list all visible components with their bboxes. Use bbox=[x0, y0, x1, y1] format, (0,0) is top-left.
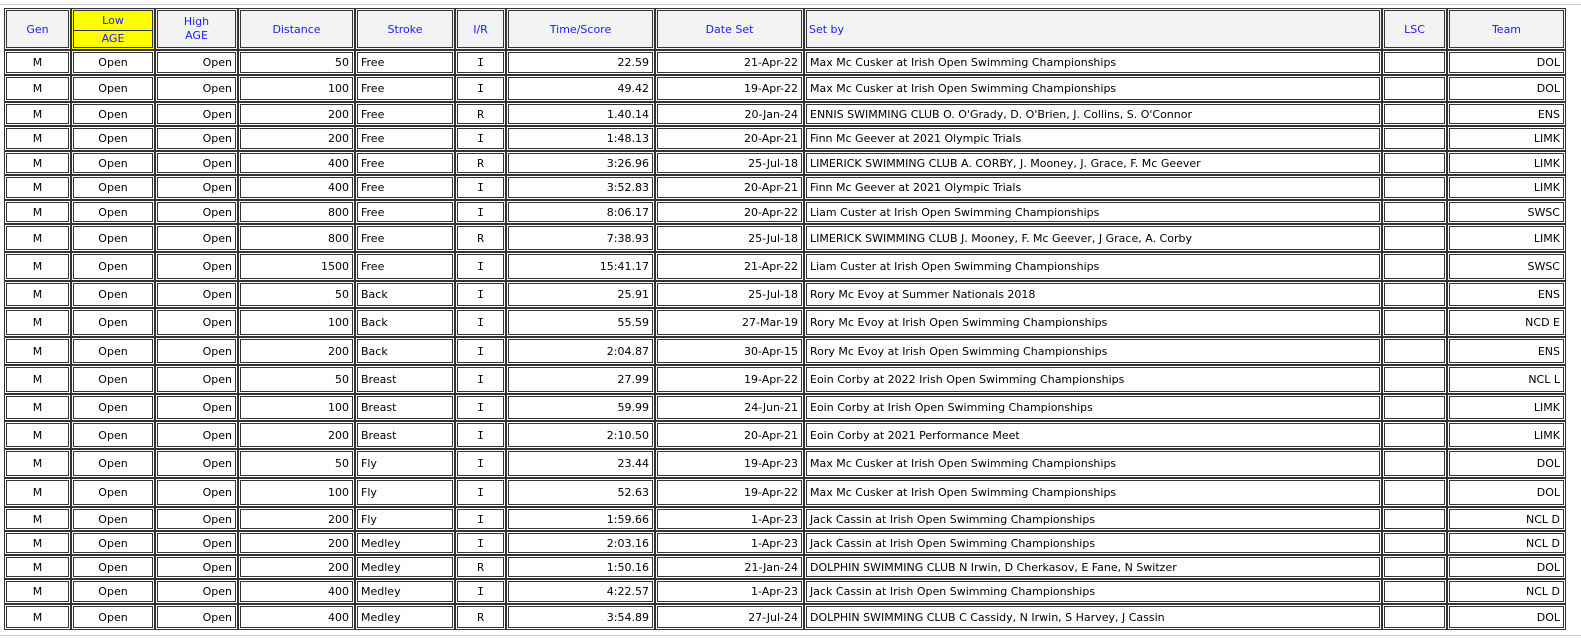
setby-cell: Finn Mc Geever at 2021 Olympic Trials bbox=[804, 175, 1382, 200]
time-cell: 1:50.16 bbox=[506, 555, 655, 579]
distance-cell: 400 bbox=[238, 151, 355, 175]
lsc-cell bbox=[1382, 75, 1447, 102]
setby-cell: Eoin Corby at 2021 Performance Meet bbox=[804, 421, 1382, 449]
stroke-cell: Medley bbox=[355, 531, 455, 555]
gen-cell: M bbox=[4, 224, 71, 252]
records-body bbox=[4, 50, 1566, 630]
date-cell: 1-Apr-23 bbox=[655, 507, 804, 531]
time-cell: 1:48.13 bbox=[506, 126, 655, 151]
distance-cell: 800 bbox=[238, 200, 355, 224]
date-cell: 19-Apr-22 bbox=[655, 365, 804, 394]
header-lsc: LSC bbox=[1382, 8, 1447, 50]
distance-cell: 400 bbox=[238, 175, 355, 200]
time-cell: 23.44 bbox=[506, 449, 655, 478]
table-row bbox=[4, 337, 1566, 365]
high-age-cell: Open bbox=[155, 604, 238, 630]
date-cell: 1-Apr-23 bbox=[655, 531, 804, 555]
time-cell: 2:10.50 bbox=[506, 421, 655, 449]
ir-cell: I bbox=[455, 478, 506, 507]
gen-cell: M bbox=[4, 421, 71, 449]
gen-cell: M bbox=[4, 200, 71, 224]
table-row bbox=[4, 200, 1566, 224]
setby-cell: Rory Mc Evoy at Irish Open Swimming Championships bbox=[804, 308, 1382, 337]
setby-cell: Max Mc Cusker at Irish Open Swimming Championships bbox=[804, 50, 1382, 75]
header-row bbox=[4, 8, 1566, 50]
team-cell: NCL D bbox=[1447, 507, 1566, 531]
high-age-cell: Open bbox=[155, 252, 238, 281]
team-cell: NCD E bbox=[1447, 308, 1566, 337]
setby-cell: Finn Mc Geever at 2021 Olympic Trials bbox=[804, 126, 1382, 151]
gen-cell: M bbox=[4, 75, 71, 102]
time-cell: 3:54.89 bbox=[506, 604, 655, 630]
gen-cell: M bbox=[4, 151, 71, 175]
setby-cell: Liam Custer at Irish Open Swimming Championships bbox=[804, 252, 1382, 281]
distance-cell: 400 bbox=[238, 579, 355, 604]
distance-cell: 200 bbox=[238, 337, 355, 365]
setby-cell: ENNIS SWIMMING CLUB O. O'Grady, D. O'Brien, J. Collins, S. O'Connor bbox=[804, 102, 1382, 126]
distance-cell: 50 bbox=[238, 449, 355, 478]
gen-cell: M bbox=[4, 126, 71, 151]
ir-cell: R bbox=[455, 151, 506, 175]
header-date: Date Set bbox=[655, 8, 804, 50]
distance-cell: 100 bbox=[238, 394, 355, 421]
lsc-cell bbox=[1382, 50, 1447, 75]
high-age-cell: Open bbox=[155, 507, 238, 531]
team-cell: NCL D bbox=[1447, 579, 1566, 604]
lsc-cell bbox=[1382, 252, 1447, 281]
high-age-cell: Open bbox=[155, 337, 238, 365]
date-cell: 1-Apr-23 bbox=[655, 579, 804, 604]
high-age-cell: Open bbox=[155, 421, 238, 449]
setby-cell: Max Mc Cusker at Irish Open Swimming Championships bbox=[804, 449, 1382, 478]
time-cell: 1:59.66 bbox=[506, 507, 655, 531]
lsc-cell bbox=[1382, 102, 1447, 126]
lsc-cell bbox=[1382, 365, 1447, 394]
date-cell: 21-Jan-24 bbox=[655, 555, 804, 579]
distance-cell: 1500 bbox=[238, 252, 355, 281]
time-cell: 25.91 bbox=[506, 281, 655, 308]
header-ir: I/R bbox=[455, 8, 506, 50]
header-team: Team bbox=[1447, 8, 1566, 50]
gen-cell: M bbox=[4, 555, 71, 579]
low-age-cell: Open bbox=[71, 281, 155, 308]
time-cell: 3:26.96 bbox=[506, 151, 655, 175]
stroke-cell: Free bbox=[355, 252, 455, 281]
low-age-cell: Open bbox=[71, 175, 155, 200]
table-row bbox=[4, 281, 1566, 308]
low-age-cell: Open bbox=[71, 75, 155, 102]
ir-cell: I bbox=[455, 579, 506, 604]
setby-cell: DOLPHIN SWIMMING CLUB C Cassidy, N Irwin, S Harvey, J Cassin bbox=[804, 604, 1382, 630]
date-cell: 20-Apr-22 bbox=[655, 200, 804, 224]
distance-cell: 200 bbox=[238, 102, 355, 126]
team-cell: ENS bbox=[1447, 337, 1566, 365]
ir-cell: I bbox=[455, 200, 506, 224]
date-cell: 25-Jul-18 bbox=[655, 281, 804, 308]
gen-cell: M bbox=[4, 604, 71, 630]
date-cell: 19-Apr-22 bbox=[655, 75, 804, 102]
low-age-cell: Open bbox=[71, 507, 155, 531]
time-cell: 7:38.93 bbox=[506, 224, 655, 252]
stroke-cell: Free bbox=[355, 224, 455, 252]
distance-cell: 800 bbox=[238, 224, 355, 252]
time-cell: 3:52.83 bbox=[506, 175, 655, 200]
low-age-cell: Open bbox=[71, 50, 155, 75]
gen-cell: M bbox=[4, 449, 71, 478]
header-high-age-label: AGE bbox=[185, 29, 208, 42]
ir-cell: I bbox=[455, 531, 506, 555]
gen-cell: M bbox=[4, 175, 71, 200]
low-age-cell: Open bbox=[71, 579, 155, 604]
setby-cell: Rory Mc Evoy at Summer Nationals 2018 bbox=[804, 281, 1382, 308]
setby-cell: Eoin Corby at 2022 Irish Open Swimming Championships bbox=[804, 365, 1382, 394]
team-cell: LIMK bbox=[1447, 151, 1566, 175]
records-table bbox=[4, 8, 1566, 630]
table-row bbox=[4, 151, 1566, 175]
table-row bbox=[4, 507, 1566, 531]
team-cell: DOL bbox=[1447, 449, 1566, 478]
gen-cell: M bbox=[4, 281, 71, 308]
high-age-cell: Open bbox=[155, 531, 238, 555]
distance-cell: 200 bbox=[238, 126, 355, 151]
high-age-cell: Open bbox=[155, 224, 238, 252]
ir-cell: I bbox=[455, 308, 506, 337]
ir-cell: R bbox=[455, 102, 506, 126]
setby-cell: Jack Cassin at Irish Open Swimming Championships bbox=[804, 507, 1382, 531]
stroke-cell: Free bbox=[355, 126, 455, 151]
table-row bbox=[4, 365, 1566, 394]
low-age-cell: Open bbox=[71, 365, 155, 394]
high-age-cell: Open bbox=[155, 281, 238, 308]
lsc-cell bbox=[1382, 449, 1447, 478]
time-cell: 2:04.87 bbox=[506, 337, 655, 365]
ir-cell: I bbox=[455, 75, 506, 102]
date-cell: 30-Apr-15 bbox=[655, 337, 804, 365]
ir-cell: R bbox=[455, 555, 506, 579]
header-setby: Set by bbox=[804, 8, 1382, 50]
table-row bbox=[4, 224, 1566, 252]
high-age-cell: Open bbox=[155, 200, 238, 224]
time-cell: 55.59 bbox=[506, 308, 655, 337]
high-age-cell: Open bbox=[155, 478, 238, 507]
gen-cell: M bbox=[4, 365, 71, 394]
date-cell: 25-Jul-18 bbox=[655, 224, 804, 252]
header-high-label: High bbox=[183, 15, 210, 28]
gen-cell: M bbox=[4, 394, 71, 421]
distance-cell: 50 bbox=[238, 281, 355, 308]
distance-cell: 100 bbox=[238, 308, 355, 337]
low-age-cell: Open bbox=[71, 604, 155, 630]
low-age-cell: Open bbox=[71, 449, 155, 478]
table-row bbox=[4, 75, 1566, 102]
time-cell: 27.99 bbox=[506, 365, 655, 394]
distance-cell: 200 bbox=[238, 555, 355, 579]
high-age-cell: Open bbox=[155, 555, 238, 579]
table-row bbox=[4, 421, 1566, 449]
high-age-cell: Open bbox=[155, 394, 238, 421]
setby-cell: Rory Mc Evoy at Irish Open Swimming Championships bbox=[804, 337, 1382, 365]
lsc-cell bbox=[1382, 478, 1447, 507]
ir-cell: I bbox=[455, 507, 506, 531]
low-age-cell: Open bbox=[71, 555, 155, 579]
time-cell: 49.42 bbox=[506, 75, 655, 102]
low-age-cell: Open bbox=[71, 126, 155, 151]
header-low-age-label: AGE bbox=[101, 32, 125, 45]
time-cell: 2:03.16 bbox=[506, 531, 655, 555]
ir-cell: I bbox=[455, 449, 506, 478]
date-cell: 27-Jul-24 bbox=[655, 604, 804, 630]
date-cell: 25-Jul-18 bbox=[655, 151, 804, 175]
date-cell: 20-Apr-21 bbox=[655, 175, 804, 200]
high-age-cell: Open bbox=[155, 579, 238, 604]
table-row bbox=[4, 579, 1566, 604]
stroke-cell: Medley bbox=[355, 579, 455, 604]
time-cell: 22.59 bbox=[506, 50, 655, 75]
stroke-cell: Medley bbox=[355, 604, 455, 630]
ir-cell: I bbox=[455, 252, 506, 281]
stroke-cell: Medley bbox=[355, 555, 455, 579]
team-cell: LIMK bbox=[1447, 394, 1566, 421]
distance-cell: 50 bbox=[238, 50, 355, 75]
team-cell: LIMK bbox=[1447, 421, 1566, 449]
stroke-cell: Fly bbox=[355, 449, 455, 478]
table-row bbox=[4, 478, 1566, 507]
stroke-cell: Free bbox=[355, 75, 455, 102]
time-cell: 1.40.14 bbox=[506, 102, 655, 126]
high-age-cell: Open bbox=[155, 50, 238, 75]
date-cell: 27-Mar-19 bbox=[655, 308, 804, 337]
low-age-cell: Open bbox=[71, 337, 155, 365]
table-row bbox=[4, 394, 1566, 421]
table-row bbox=[4, 308, 1566, 337]
ir-cell: I bbox=[455, 337, 506, 365]
distance-cell: 200 bbox=[238, 421, 355, 449]
table-row bbox=[4, 449, 1566, 478]
gen-cell: M bbox=[4, 252, 71, 281]
high-age-cell: Open bbox=[155, 75, 238, 102]
high-age-cell: Open bbox=[155, 449, 238, 478]
ir-cell: R bbox=[455, 604, 506, 630]
stroke-cell: Back bbox=[355, 281, 455, 308]
high-age-cell: Open bbox=[155, 365, 238, 394]
header-time: Time/Score bbox=[506, 8, 655, 50]
lsc-cell bbox=[1382, 308, 1447, 337]
stroke-cell: Back bbox=[355, 308, 455, 337]
date-cell: 24-Jun-21 bbox=[655, 394, 804, 421]
team-cell: DOL bbox=[1447, 50, 1566, 75]
time-cell: 59.99 bbox=[506, 394, 655, 421]
gen-cell: M bbox=[4, 579, 71, 604]
team-cell: DOL bbox=[1447, 478, 1566, 507]
ir-cell: I bbox=[455, 175, 506, 200]
lsc-cell bbox=[1382, 281, 1447, 308]
lsc-cell bbox=[1382, 224, 1447, 252]
high-age-cell: Open bbox=[155, 126, 238, 151]
lsc-cell bbox=[1382, 337, 1447, 365]
lsc-cell bbox=[1382, 200, 1447, 224]
gen-cell: M bbox=[4, 50, 71, 75]
high-age-cell: Open bbox=[155, 102, 238, 126]
header-gen: Gen bbox=[4, 8, 71, 50]
gen-cell: M bbox=[4, 102, 71, 126]
lsc-cell bbox=[1382, 531, 1447, 555]
stroke-cell: Breast bbox=[355, 365, 455, 394]
low-age-cell: Open bbox=[71, 224, 155, 252]
low-age-cell: Open bbox=[71, 252, 155, 281]
table-row bbox=[4, 175, 1566, 200]
low-age-cell: Open bbox=[71, 531, 155, 555]
setby-cell: Liam Custer at Irish Open Swimming Championships bbox=[804, 200, 1382, 224]
stroke-cell: Fly bbox=[355, 507, 455, 531]
header-high-age bbox=[155, 8, 238, 50]
setby-cell: LIMERICK SWIMMING CLUB A. CORBY, J. Mooney, J. Grace, F. Mc Geever bbox=[804, 151, 1382, 175]
distance-cell: 100 bbox=[238, 75, 355, 102]
setby-cell: DOLPHIN SWIMMING CLUB N Irwin, D Cherkasov, E Fane, N Switzer bbox=[804, 555, 1382, 579]
lsc-cell bbox=[1382, 421, 1447, 449]
stroke-cell: Fly bbox=[355, 478, 455, 507]
team-cell: ENS bbox=[1447, 102, 1566, 126]
date-cell: 20-Jan-24 bbox=[655, 102, 804, 126]
low-age-cell: Open bbox=[71, 394, 155, 421]
time-cell: 52.63 bbox=[506, 478, 655, 507]
lsc-cell bbox=[1382, 555, 1447, 579]
lsc-cell bbox=[1382, 151, 1447, 175]
table-row bbox=[4, 126, 1566, 151]
setby-cell: Jack Cassin at Irish Open Swimming Championships bbox=[804, 531, 1382, 555]
table-row bbox=[4, 555, 1566, 579]
distance-cell: 200 bbox=[238, 507, 355, 531]
high-age-cell: Open bbox=[155, 151, 238, 175]
team-cell: NCL L bbox=[1447, 365, 1566, 394]
ir-cell: I bbox=[455, 281, 506, 308]
team-cell: DOL bbox=[1447, 555, 1566, 579]
team-cell: DOL bbox=[1447, 604, 1566, 630]
team-cell: LIMK bbox=[1447, 126, 1566, 151]
header-low-label: Low bbox=[74, 11, 152, 31]
time-cell: 4:22.57 bbox=[506, 579, 655, 604]
ir-cell: I bbox=[455, 421, 506, 449]
table-row bbox=[4, 604, 1566, 630]
ir-cell: I bbox=[455, 50, 506, 75]
team-cell: SWSC bbox=[1447, 200, 1566, 224]
lsc-cell bbox=[1382, 126, 1447, 151]
date-cell: 20-Apr-21 bbox=[655, 421, 804, 449]
stroke-cell: Free bbox=[355, 102, 455, 126]
header-distance: Distance bbox=[238, 8, 355, 50]
team-cell: LIMK bbox=[1447, 175, 1566, 200]
time-cell: 15:41.17 bbox=[506, 252, 655, 281]
distance-cell: 200 bbox=[238, 531, 355, 555]
low-age-cell: Open bbox=[71, 421, 155, 449]
team-cell: DOL bbox=[1447, 75, 1566, 102]
time-cell: 8:06.17 bbox=[506, 200, 655, 224]
lsc-cell bbox=[1382, 394, 1447, 421]
lsc-cell bbox=[1382, 507, 1447, 531]
stroke-cell: Back bbox=[355, 337, 455, 365]
low-age-cell: Open bbox=[71, 478, 155, 507]
low-age-cell: Open bbox=[71, 308, 155, 337]
table-row bbox=[4, 252, 1566, 281]
ir-cell: R bbox=[455, 224, 506, 252]
setby-cell: LIMERICK SWIMMING CLUB J. Mooney, F. Mc Geever, J Grace, A. Corby bbox=[804, 224, 1382, 252]
setby-cell: Eoin Corby at Irish Open Swimming Championships bbox=[804, 394, 1382, 421]
stroke-cell: Free bbox=[355, 175, 455, 200]
date-cell: 19-Apr-23 bbox=[655, 449, 804, 478]
stroke-cell: Free bbox=[355, 151, 455, 175]
date-cell: 21-Apr-22 bbox=[655, 50, 804, 75]
low-age-cell: Open bbox=[71, 151, 155, 175]
setby-cell: Max Mc Cusker at Irish Open Swimming Championships bbox=[804, 75, 1382, 102]
stroke-cell: Breast bbox=[355, 394, 455, 421]
high-age-cell: Open bbox=[155, 308, 238, 337]
team-cell: SWSC bbox=[1447, 252, 1566, 281]
team-cell: LIMK bbox=[1447, 224, 1566, 252]
header-stroke: Stroke bbox=[355, 8, 455, 50]
gen-cell: M bbox=[4, 507, 71, 531]
gen-cell: M bbox=[4, 531, 71, 555]
ir-cell: I bbox=[455, 365, 506, 394]
stroke-cell: Free bbox=[355, 200, 455, 224]
ir-cell: I bbox=[455, 394, 506, 421]
distance-cell: 100 bbox=[238, 478, 355, 507]
lsc-cell bbox=[1382, 175, 1447, 200]
team-cell: NCL D bbox=[1447, 531, 1566, 555]
gen-cell: M bbox=[4, 337, 71, 365]
setby-cell: Jack Cassin at Irish Open Swimming Championships bbox=[804, 579, 1382, 604]
distance-cell: 50 bbox=[238, 365, 355, 394]
table-row bbox=[4, 102, 1566, 126]
stroke-cell: Free bbox=[355, 50, 455, 75]
gen-cell: M bbox=[4, 478, 71, 507]
table-row bbox=[4, 50, 1566, 75]
date-cell: 19-Apr-22 bbox=[655, 478, 804, 507]
distance-cell: 400 bbox=[238, 604, 355, 630]
ir-cell: I bbox=[455, 126, 506, 151]
low-age-cell: Open bbox=[71, 102, 155, 126]
lsc-cell bbox=[1382, 579, 1447, 604]
table-row bbox=[4, 531, 1566, 555]
gen-cell: M bbox=[4, 308, 71, 337]
lsc-cell bbox=[1382, 604, 1447, 630]
setby-cell: Max Mc Cusker at Irish Open Swimming Championships bbox=[804, 478, 1382, 507]
low-age-cell: Open bbox=[71, 200, 155, 224]
date-cell: 20-Apr-21 bbox=[655, 126, 804, 151]
team-cell: ENS bbox=[1447, 281, 1566, 308]
high-age-cell: Open bbox=[155, 175, 238, 200]
header-low-age bbox=[71, 8, 155, 50]
date-cell: 21-Apr-22 bbox=[655, 252, 804, 281]
stroke-cell: Breast bbox=[355, 421, 455, 449]
